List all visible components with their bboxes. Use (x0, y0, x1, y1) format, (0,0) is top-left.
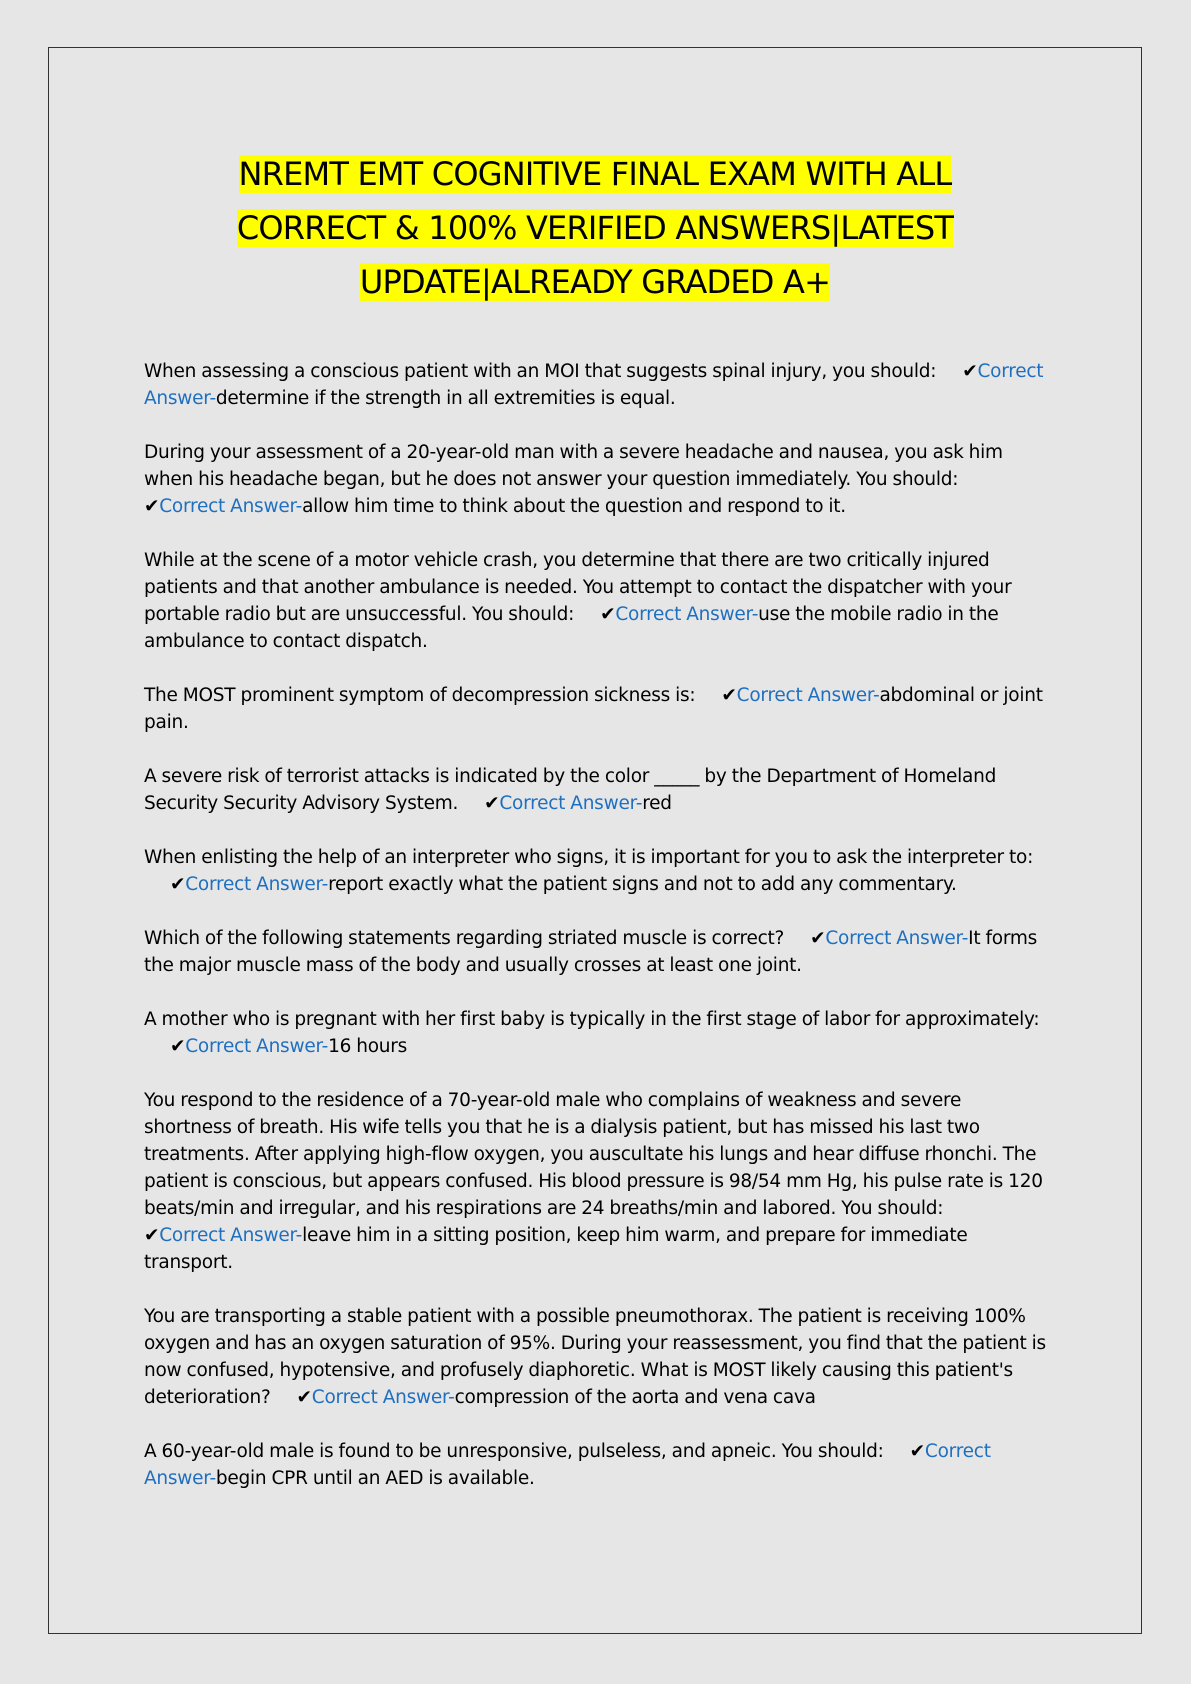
qa-item (144, 547, 1050, 655)
qa-item (144, 358, 1050, 412)
answer-text: red (642, 793, 672, 814)
answer-label: Correct Answer- (615, 604, 759, 625)
checkmark-icon: ✔ (144, 496, 160, 517)
answer-label: Correct Answer- (185, 1036, 329, 1057)
answer-label: Correct Answer- (825, 928, 969, 949)
answer-label: Correct Answer- (185, 874, 329, 895)
qa-item (144, 682, 1050, 736)
question-text: When enlisting the help of an interpreter who signs, it is important for you to ask the interpreter to: (144, 847, 1034, 868)
qa-item (144, 1438, 1050, 1492)
answer-label: Correct Answer- (159, 496, 303, 517)
answer-text: allow him time to think about the question and respond to it. (302, 496, 846, 517)
answer-label: Correct Answer- (144, 1441, 991, 1489)
title-line: UPDATE|ALREADY GRADED A+ (359, 263, 831, 301)
question-text: While at the scene of a motor vehicle crash, you determine that there are two critically injured patients and that another ambulance is needed. You attempt to contact the dispatcher with your portable radio but are unsuccessful. You should: (144, 550, 1012, 625)
checkmark-icon: ✔ (144, 1225, 160, 1246)
question-text: A 60-year-old male is found to be unresponsive, pulseless, and apneic. You should: (144, 1441, 884, 1462)
document-title (120, 147, 1070, 309)
checkmark-icon: ✔ (170, 1036, 186, 1057)
title-line: NREMT EMT COGNITIVE FINAL EXAM WITH ALL (238, 155, 952, 193)
answer-label: Correct Answer- (144, 361, 1044, 409)
qa-item (144, 1087, 1050, 1276)
checkmark-icon: ✔ (962, 361, 978, 382)
answer-text: abdominal or joint pain. (144, 685, 1043, 733)
checkmark-icon: ✔ (170, 874, 186, 895)
answer-text: compression of the aorta and vena cava (454, 1387, 816, 1408)
qa-item (144, 763, 1050, 817)
qa-list (144, 358, 1050, 1519)
checkmark-icon: ✔ (721, 685, 737, 706)
question-text: When assessing a conscious patient with an MOI that suggests spinal injury, you should: (144, 361, 937, 382)
question-text: You are transporting a stable patient with a possible pneumothorax. The patient is receiving 100% oxygen and has an oxygen saturation of 95%. During your reassessment, you find that the patient is now confused, hypotensive, and profusely diaphoretic. What is MOST likely causing this patient's deterioration? (144, 1306, 1046, 1408)
checkmark-icon: ✔ (909, 1441, 925, 1462)
question-text: A mother who is pregnant with her first baby is typically in the first stage of labor for approximately: (144, 1009, 1040, 1030)
checkmark-icon: ✔ (600, 604, 616, 625)
question-text: Which of the following statements regarding striated muscle is correct? (144, 928, 785, 949)
qa-item (144, 925, 1050, 979)
qa-item (144, 844, 1050, 898)
qa-item (144, 1303, 1050, 1411)
question-text: During your assessment of a 20-year-old man with a severe headache and nausea, you ask him when his headache began, but he does not answer your question immediately. You should: (144, 442, 1003, 490)
answer-text: 16 hours (328, 1036, 407, 1057)
question-text: A severe risk of terrorist attacks is indicated by the color _____ by the Department of Homeland Security Security Advisory System. (144, 766, 997, 814)
answer-text: leave him in a sitting position, keep him warm, and prepare for immediate transport. (144, 1225, 968, 1273)
answer-text: It forms the major muscle mass of the body and usually crosses at least one joint. (144, 928, 1038, 976)
answer-text: determine if the strength in all extremities is equal. (215, 388, 676, 409)
answer-label: Correct Answer- (499, 793, 643, 814)
answer-text: use the mobile radio in the ambulance to contact dispatch. (144, 604, 999, 652)
title-line: CORRECT & 100% VERIFIED ANSWERS|LATEST (236, 209, 954, 247)
answer-text: report exactly what the patient signs and not to add any commentary. (328, 874, 957, 895)
checkmark-icon: ✔ (296, 1387, 312, 1408)
qa-item (144, 439, 1050, 520)
answer-label: Correct Answer- (736, 685, 880, 706)
checkmark-icon: ✔ (484, 793, 500, 814)
checkmark-icon: ✔ (810, 928, 826, 949)
answer-label: Correct Answer- (311, 1387, 455, 1408)
answer-text: begin CPR until an AED is available. (215, 1468, 535, 1489)
question-text: The MOST prominent symptom of decompression sickness is: (144, 685, 696, 706)
answer-label: Correct Answer- (159, 1225, 303, 1246)
title-text (120, 147, 1070, 309)
qa-item (144, 1006, 1050, 1060)
question-text: You respond to the residence of a 70-year-old male who complains of weakness and severe shortness of breath. His wife tells you that he is a dialysis patient, but has missed his last two treatments. After applying high-flow oxygen, you auscultate his lungs and hear diffuse rhonchi. The patient is conscious, but appears confused. His blood pressure is 98/54 mm Hg, his pulse rate is 120 beats/min and irregular, and his respirations are 24 breaths/min and labored. You should: (144, 1090, 1043, 1219)
